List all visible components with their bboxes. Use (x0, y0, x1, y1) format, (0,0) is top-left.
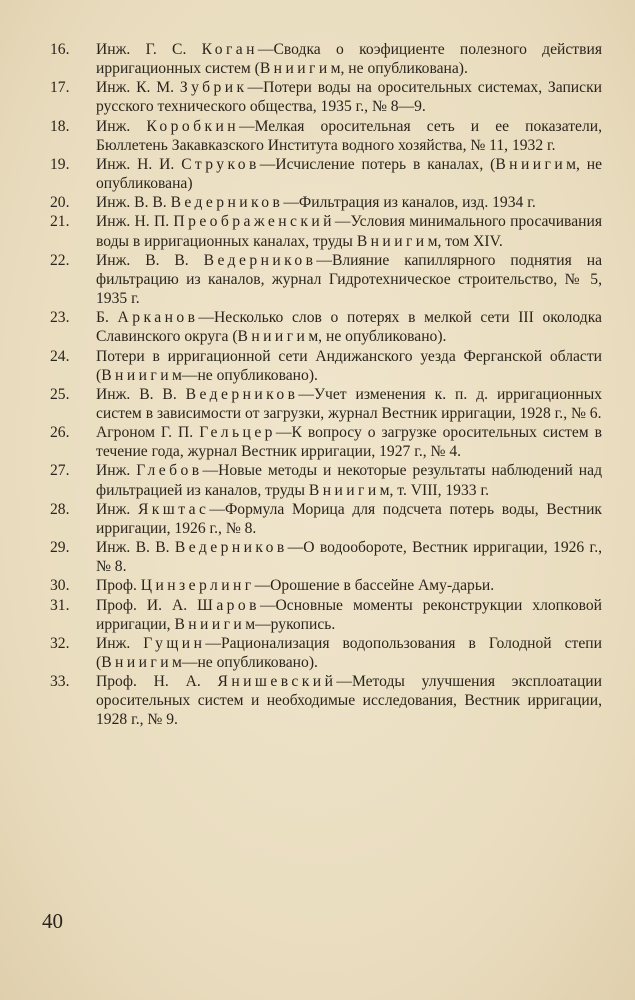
reference-text: Проф. (96, 577, 141, 595)
spaced-name: Ведерников (174, 539, 288, 557)
reference-text: Инж. В. В. (96, 385, 186, 403)
reference-number: 18. (50, 117, 70, 135)
reference-text: м, не опубликована). (330, 60, 468, 78)
reference-item (50, 634, 602, 672)
reference-text: —Фильтрация из каналов, изд. 1934 г. (283, 194, 536, 212)
reference-item (50, 461, 602, 499)
reference-text: Инж. (96, 500, 138, 518)
spaced-name: Внииги (101, 654, 172, 671)
spaced-name: Струков (181, 155, 260, 173)
reference-number: 33. (50, 673, 70, 691)
reference-number: 32. (50, 634, 70, 652)
reference-item (50, 596, 602, 634)
spaced-name: Глебов (136, 462, 203, 480)
reference-item (50, 40, 602, 78)
spaced-name: Шаров (197, 596, 260, 614)
spaced-name: Коробкин (146, 117, 240, 135)
spaced-name: Гельцер (199, 424, 276, 442)
reference-text: м, том XIV. (427, 232, 503, 250)
reference-text: —Мелкая оросительная сеть и ее показатели, Бюллетень Закавказского Института водного хозяйства, № 11, 1932 г. (96, 117, 602, 154)
reference-number: 23. (50, 309, 70, 327)
reference-text: —Сводка о коэфициенте полезного действия ирригационных систем ( (96, 41, 602, 78)
reference-text: Проф. И. А. (96, 596, 198, 614)
reference-text: Проф. Н. А. (96, 673, 218, 691)
reference-item (50, 308, 602, 346)
reference-number: 16. (50, 41, 70, 58)
reference-number: 27. (50, 462, 70, 480)
reference-text: —Методы улучшения эксплоатации оросительных систем и необходимые исследования, Вестник ирригации, 1928 г., № 9. (96, 673, 603, 729)
reference-text: —Рационализация водопользования в Голодной степи ( (96, 634, 602, 671)
reference-text: —Учет изменения к. п. д. ирригационных систем в зависимости от загрузки, журнал Вестник ирригации, 1928 г., № 6. (96, 385, 602, 422)
reference-text: м, т. VIII, 1933 г. (379, 481, 490, 499)
reference-text: —Условия минимального просачивания воды в ирригационных каналах, труды (96, 213, 602, 250)
reference-text: Инж. (96, 634, 144, 652)
reference-text: —Несколько слов о потерях в мелкой сети III околодка Славинского округа ( (96, 309, 602, 346)
reference-text: Инж. В. В. (96, 539, 175, 557)
reference-text: —К вопросу о загрузке оросительных систем в течение года, журнал Вестник ирригации, 1927 г., № 4. (96, 424, 602, 461)
reference-text: Инж. Н. П. (96, 213, 174, 231)
spaced-name: Внииги (356, 232, 428, 250)
spaced-name: Гущин (143, 634, 206, 652)
spaced-name: Цинзерлинг (140, 577, 255, 595)
spaced-name: Внииги (495, 155, 567, 173)
reference-text: —Формула Морица для подсчета потерь воды, Вестник ирригации, 1926 г., № 8. (96, 500, 603, 537)
reference-text: Инж. В. В. (96, 251, 204, 269)
reference-number: 20. (50, 194, 70, 212)
reference-number: 28. (50, 500, 70, 518)
reference-number: 30. (50, 577, 70, 595)
reference-item (50, 423, 602, 461)
reference-text: м, не опубликована) (96, 155, 603, 193)
spaced-name: Ведерников (185, 385, 299, 403)
reference-number: 24. (50, 347, 70, 365)
reference-number: 25. (50, 385, 70, 403)
reference-text: Инж. Г. С. (96, 41, 202, 58)
reference-item (50, 212, 602, 250)
reference-item (50, 672, 602, 729)
reference-item (50, 155, 602, 193)
reference-number: 26. (50, 424, 70, 442)
spaced-name: Преображенский (173, 213, 335, 231)
reference-text: —Влияние капиллярного поднятия на фильтрацию из каналов, журнал Гидротехническое строительство, № 5, 1935 г. (96, 251, 602, 308)
spaced-name: Якштас (137, 500, 210, 518)
reference-text: —Новые методы и некоторые результаты наблюдений над фильтрацией из каналов, труды (96, 462, 602, 499)
reference-text: Инж. (96, 117, 147, 135)
reference-item (50, 538, 602, 576)
reference-text: м—не опубликовано). (171, 366, 318, 384)
reference-item (50, 117, 602, 155)
spaced-name: Ведерников (170, 194, 284, 212)
reference-item (50, 576, 602, 595)
reference-text: м, не опубликовано). (308, 328, 447, 346)
reference-item (50, 385, 602, 423)
reference-text: м—рукопись. (245, 615, 336, 633)
reference-item (50, 347, 602, 385)
reference-text: Инж. В. В. (96, 194, 171, 212)
spaced-name: Внииги (308, 481, 380, 499)
reference-item (50, 251, 602, 308)
reference-item (50, 500, 602, 538)
spaced-name: Внииги (101, 366, 172, 384)
reference-text: Инж. Н. И. (96, 155, 182, 173)
reference-number: 19. (50, 155, 70, 173)
spaced-name: Внииги (259, 60, 331, 78)
spaced-name: Внииги (174, 615, 246, 633)
reference-item (50, 78, 602, 116)
spaced-name: Арканов (117, 309, 199, 327)
spaced-name: Зубрик (179, 79, 248, 97)
page-number: 40 (42, 909, 63, 933)
spaced-name: Ведерников (203, 251, 317, 269)
reference-number: 22. (50, 251, 70, 269)
reference-number: 29. (50, 539, 70, 557)
reference-list (50, 40, 602, 730)
spaced-name: Янишевский (217, 673, 337, 691)
reference-text: Потери в ирригационной сети Андижанского уезда Ферганской области ( (96, 347, 602, 384)
reference-text: Инж. К. М. (96, 79, 180, 97)
reference-text: —Основные моменты реконструкции хлопковой ирригации, (96, 596, 602, 633)
reference-item (50, 193, 602, 212)
reference-text: —Потери воды на оросительных системах, Записки русского технического общества, 1935 г., № 8—9. (96, 79, 602, 116)
reference-text: —О водообороте, Вестник ирригации, 1926 г., № 8. (96, 539, 602, 576)
reference-text: —Орошение в бассейне Аму-дарьи. (254, 577, 495, 595)
reference-text: м—не опубликовано). (171, 654, 318, 671)
spaced-name: Коган (201, 41, 258, 58)
reference-number: 21. (50, 213, 70, 231)
reference-number: 17. (50, 79, 70, 97)
reference-text: —Исчисление потерь в каналах, ( (259, 155, 496, 173)
reference-text: Б. (96, 309, 118, 327)
reference-text: Инж. (96, 462, 137, 480)
reference-text: Агроном Г. П. (96, 424, 200, 442)
spaced-name: Внииги (237, 328, 309, 346)
reference-number: 31. (50, 596, 70, 614)
